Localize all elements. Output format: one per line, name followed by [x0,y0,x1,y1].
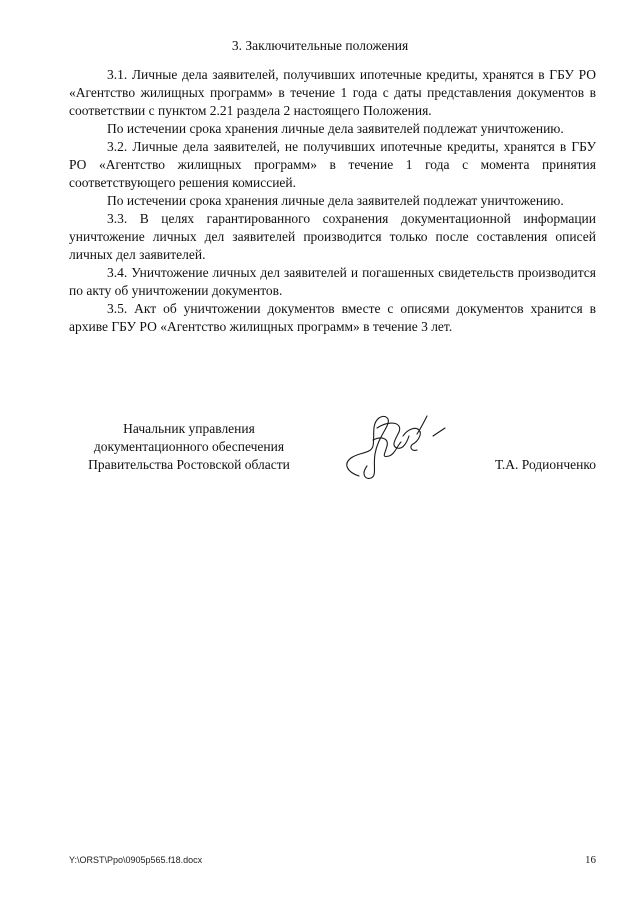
paragraph-3-1: 3.1. Личные дела заявителей, получивших ипотечные кредиты, хранятся в ГБУ РО «Агентство жилищных программ» в течение 1 года с даты представления документов в соответствии с пунктом 2.21 раздела 2 настоящего Положения. [69,67,596,118]
page-number: 16 [585,854,596,866]
signer-position [69,420,309,474]
signer-name: Т.А. Родионченко [495,457,596,472]
paragraph-3-5: 3.5. Акт об уничтожении документов вместе с описями документов хранится в архиве ГБУ РО «Агентство жилищных программ» в течение 3 лет. [69,301,596,334]
footer-file-path: Y:\ORST\Ppo\0905p565.f18.docx [69,855,203,865]
paragraph-3-3: 3.3. В целях гарантированного сохранения документационной информации уничтожение личных дел заявителей производится только после составления описей личных дел заявителей. [69,211,596,262]
signer-position-line: Правительства Ростовской области [88,457,290,472]
paragraph-3-1-continuation: По истечении срока хранения личные дела заявителей подлежат уничтожению. [107,121,564,136]
paragraph-3-2: 3.2. Личные дела заявителей, не получивших ипотечные кредиты, хранятся в ГБУ РО «Агентство жилищных программ» в течение 1 года с момента принятия соответствующего решения комиссией. [69,139,596,190]
signer-position-line: Начальник управления [123,421,255,436]
section-title: 3. Заключительные положения [231,38,409,53]
paragraph-3-2-continuation: По истечении срока хранения личные дела заявителей подлежат уничтожению. [107,193,564,208]
handwritten-signature [337,406,457,486]
document-body [69,66,596,336]
paragraph-3-4: 3.4. Уничтожение личных дел заявителей и погашенных свидетельств производится по акту об уничтожении документов. [69,265,596,298]
signature-block [69,420,596,500]
signer-position-line: документационного обеспечения [93,439,285,454]
